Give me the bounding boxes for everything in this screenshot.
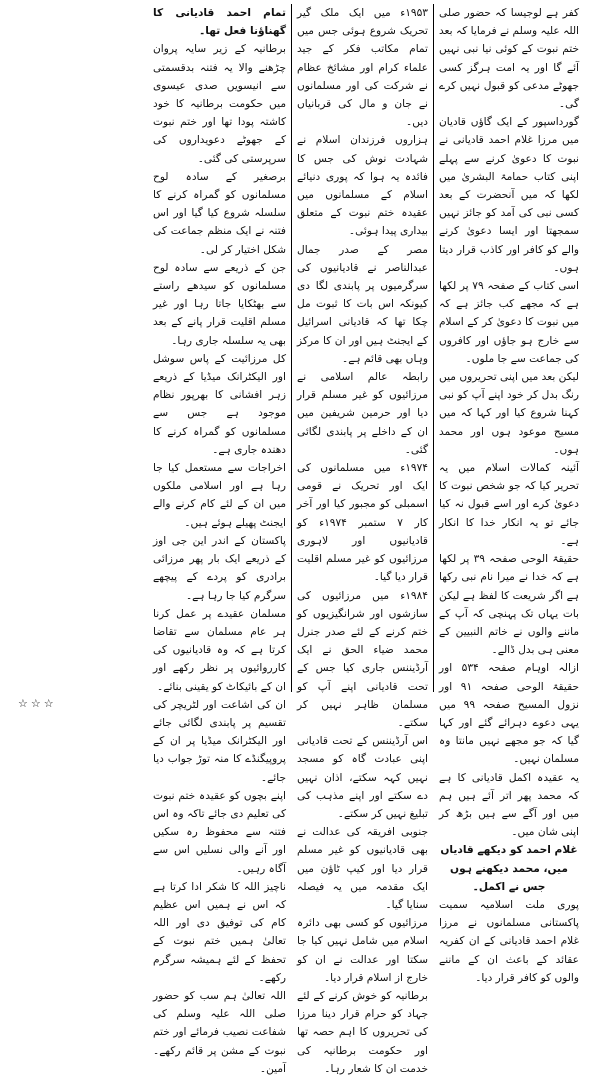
paragraph: اسی کتاب کے صفحہ ۷۹ پر لکھا ہے کہ مجھے کب جائز ہے کہ میں نبوت کا دعویٰ کر کے اسلام سے خارج ہو جاؤں اور کافروں کی جماعت سے جا ملوں۔: [439, 280, 579, 365]
paragraph: پوری ملت اسلامیہ سمیت پاکستانی مسلمانوں نے مرزا غلام احمد قادیانی کے ان کفریہ عقائد کے باعث ان کے ماننے والوں کو کافر قرار دیا۔: [439, 898, 579, 984]
column-1: [434, 4, 584, 984]
column-2: [292, 4, 434, 1075]
paragraph: اس آرڈیننس کے تحت قادیانی اپنی عبادت گاہ کو مسجد نہیں کہہ سکتے، اذان نہیں دے سکتے اور اپنے مذہب کی تبلیغ نہیں کر سکتے۔: [297, 735, 428, 820]
paragraph: رابطہ عالم اسلامی نے مرزائیوں کو غیر مسلم قرار دیا اور حرمین شریفین میں ان کے داخلے پر پابندی لگائی گئی۔: [297, 371, 428, 456]
paragraph: ہزاروں فرزندان اسلام نے شہادت نوش کی جس کا فائدہ یہ ہوا کہ پوری دنیائے اسلام کے مسلمانوں میں عقیدہ ختم نبوت کے متعلق بیداری پیدا ہوئی۔: [297, 134, 428, 238]
paragraph: مصر کے صدر جمال عبدالناصر نے قادیانیوں کی سرگرمیوں پر پابندی لگا دی کیونکہ اس بات کا ثبوت مل چکا تھا کہ قادیانی اسرائیل کے ایجنٹ ہیں اور ان کا مرکز وہاں بھی قائم ہے۔: [297, 243, 428, 365]
paragraph: اخراجات سے مستعمل کیا جا رہا ہے اور اسلامی ملکوں میں ان کے لئے کام کرنے والے ایجنٹ پھیلے ہوئے ہیں۔: [153, 462, 286, 529]
opening-line: تمام احمد قادیانی کا گھناؤنا فعل تھا۔: [153, 7, 286, 38]
paragraph: ازالہ اوہام صفحہ ۵۳۴ اور حقیقۃ الوحی صفحہ ۹۱ اور نزول المسیح صفحہ ۹۹ میں یہی دعوے دہرائے گئے اور کہا گیا کہ جو مجھے نہیں مانتا وہ مسلمان نہیں۔: [439, 662, 579, 766]
paragraph: کفر ہے لوجیسا کہ حضور صلی اللہ علیہ وسلم نے فرمایا کہ بعد ختم نبوت کے کوئی نیا نبی نہیں آئے گا اور یہ امت ہرگز کسی جھوٹے مدعی کو قبول نہیں کرے گی۔: [439, 7, 579, 111]
column-3: [148, 4, 292, 1075]
paragraph: حقیقۃ الوحی صفحہ ۳۹ پر لکھا ہے کہ خدا نے میرا نام نبی رکھا ہے اگر شریعت کا لفظ ہے لیکن بات یہاں تک پہنچی کہ آپ کے ماننے والوں نے خاتم النبیین کے معنی ہی بدل ڈالے۔: [439, 553, 579, 657]
paragraph: مرزائیوں کو کسی بھی دائرہ اسلام میں شامل نہیں کیا جا سکتا اور عدالت نے ان کو خارج از اسلام قرار دیا۔: [297, 917, 428, 984]
paragraph: مسلمان عقیدے پر عمل کرنا ہر عام مسلمان سے تقاضا کرتا ہے کہ وہ قادیانیوں کی کارروائیوں پر نظر رکھے اور ان کے بائیکاٹ کو یقینی بنائے۔: [153, 607, 286, 693]
poetry-verse: غلام احمد کو دیکھے قادیاں میں، محمد دیکھنے ہوں جس نے اکمل۔: [440, 844, 578, 893]
paragraph: ناچیز اللہ کا شکر ادا کرتا ہے کہ اس نے ہمیں اس عظیم کام کی توفیق دی اور اللہ تعالیٰ ہمیں ختم نبوت کے تحفظ کے لئے ہمیشہ سرگرم رکھے۔: [153, 880, 286, 984]
paragraph: یہ عقیدہ اکمل قادیانی کا ہے کہ محمد پھر اتر آئے ہیں ہم میں اور آگے سے ہیں بڑھ کر اپنی شان میں۔: [439, 771, 579, 839]
paragraph: برطانیہ کے زیر سایہ پروان چڑھنے والا یہ فتنہ بدقسمتی سے انیسویں صدی عیسوی میں حکومت برطانیہ کا خود کاشتہ پودا تھا اور ختم نبوت کے جھوٹے دعویداروں کی سرپرستی کی گئی۔: [153, 43, 286, 165]
footer-star-marks: ☆☆☆: [18, 697, 57, 710]
paragraph: برصغیر کے سادہ لوح مسلمانوں کو گمراہ کرنے کا سلسلہ شروع کیا گیا اور اس فتنہ نے ایک منظم جماعت کی شکل اختیار کر لی۔: [153, 170, 286, 256]
paragraph: لیکن بعد میں اپنی تحریروں میں رنگ بدل کر خود اپنے آپ کو نبی کہنا شروع کیا اور کہا کہ میں مسیح موعود ہوں اور محمد ہوں۔: [439, 371, 579, 456]
paragraph: اللہ تعالیٰ ہم سب کو حضور صلی اللہ علیہ وسلم کی شفاعت نصیب فرمائے اور ختم نبوت کے مشن پر قائم رکھے۔ آمین۔: [153, 989, 286, 1075]
paragraph: اپنے بچوں کو عقیدہ ختم نبوت کی تعلیم دی جائے تاکہ وہ اس فتنہ سے محفوظ رہ سکیں اور آنے والی نسلیں اس سے آگاہ رہیں۔: [153, 789, 286, 875]
paragraph: برطانیہ کو خوش کرنے کے لئے جہاد کو حرام قرار دینا مرزا کی تحریروں کا اہم حصہ تھا اور حکومت برطانیہ کی خدمت ان کا شعار رہا۔: [297, 989, 428, 1075]
paragraph: ان کی اشاعت اور لٹریچر کی تقسیم پر پابندی لگائی جائے اور الیکٹرانک میڈیا پر ان کے پروپیگنڈے کا منہ توڑ جواب دیا جائے۔: [153, 698, 286, 784]
text-columns: [6, 4, 584, 1075]
paragraph: کل مرزائیت کے پاس سوشل اور الیکٹرانک میڈیا کے ذریعے زہر افشانی کا بھرپور نظام موجود ہے جس سے مسلمانوں کو گمراہ کرنے کا دھندہ جاری ہے۔: [153, 352, 286, 456]
paragraph: جن کے ذریعے سے سادہ لوح مسلمانوں کو سیدھے راستے سے بھٹکایا جاتا رہا اور غیر مسلم اقلیت قرار پانے کے بعد بھی یہ سلسلہ جاری رہا۔: [153, 261, 286, 347]
paragraph: ۱۹۷۴ء میں مسلمانوں کی ایک اور تحریک نے قومی اسمبلی کو مجبور کیا اور آخر کار ۷ ستمبر ۱۹۷۴ء کو قادیانیوں اور لاہوری مرزائیوں کو غیر مسلم اقلیت قرار دیا گیا۔: [297, 462, 428, 584]
paragraph: آئینہ کمالات اسلام میں یہ تحریر کیا کہ جو شخص نبوت کا دعویٰ کرے اور اسے قبول نہ کیا جائے تو یہ انکار خدا کا انکار ہے۔: [439, 462, 579, 547]
paragraph: ۱۹۵۳ء میں ایک ملک گیر تحریک شروع ہوئی جس میں تمام مکاتب فکر کے جید علماء کرام اور مشائخ عظام نے شرکت کی اور مسلمانوں نے جان و مال کی قربانیاں دیں۔: [297, 7, 428, 129]
paragraph: پاکستان کے اندر این جی اوز کے ذریعے ایک بار پھر مرزائی برادری کو پردے کے پیچھے سرگرم کیا جا رہا ہے۔: [153, 534, 286, 602]
paragraph: گورداسپور کے ایک گاؤں قادیان میں مرزا غلام احمد قادیانی نے نبوت کا دعویٰ کرنے سے پہلے اپنی کتاب حمامۃ البشریٰ میں لکھا کہ میں آنحضرت کے بعد کسی نبی کی آمد کو جائز نہیں سمجھتا اور ایسا دعویٰ کرنے والے کو کافر اور کاذب قرار دیتا ہوں۔: [439, 116, 579, 274]
paragraph: جنوبی افریقہ کی عدالت نے بھی قادیانیوں کو غیر مسلم قرار دیا اور کیپ ٹاؤن میں ایک مقدمہ میں یہ فیصلہ سنایا گیا۔: [297, 826, 428, 911]
paragraph: ۱۹۸۴ء میں مرزائیوں کی سازشوں اور شرانگیزیوں کو ختم کرنے کے لئے صدر جنرل محمد ضیاء الحق نے ایک آرڈیننس جاری کیا جس کے تحت قادیانی اپنے آپ کو مسلمان ظاہر نہیں کر سکتے۔: [297, 589, 428, 729]
